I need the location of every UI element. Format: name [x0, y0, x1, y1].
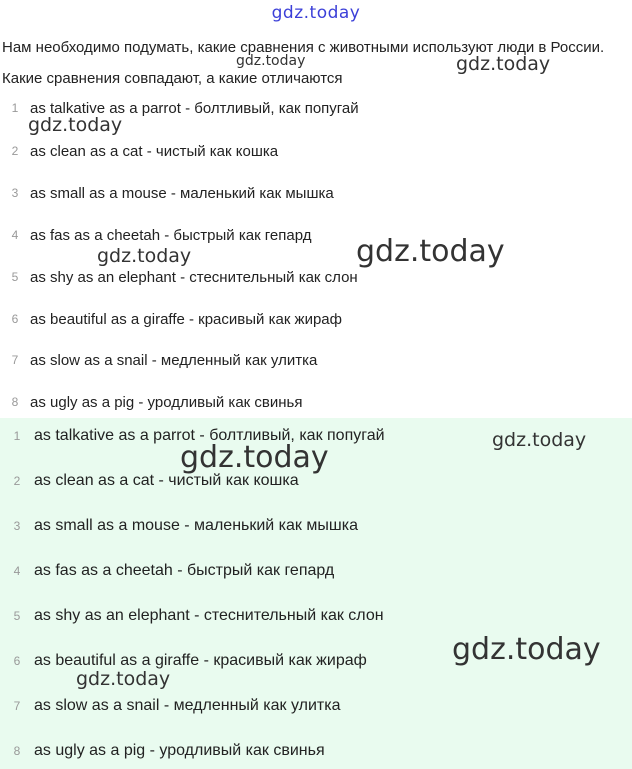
site-logo[interactable]: gdz.today	[271, 3, 361, 23]
list-item	[0, 307, 342, 331]
item-number: 3	[13, 519, 21, 533]
list-item	[0, 739, 325, 763]
item-number: 3	[11, 186, 19, 200]
item-number: 4	[13, 564, 21, 578]
item-text: as clean as a cat - чистый как кошка	[34, 472, 299, 489]
item-number: 7	[13, 699, 21, 713]
list-item	[0, 604, 384, 628]
item-number: 5	[13, 609, 21, 623]
watermark: gdz.today	[456, 53, 551, 75]
watermark: gdz.today	[97, 245, 192, 267]
list-item	[0, 694, 340, 718]
watermark: gdz.today	[452, 632, 601, 667]
watermark: gdz.today	[76, 668, 171, 690]
list-item	[0, 649, 367, 673]
item-text: as fas as a cheetah - быстрый как гепард	[34, 562, 335, 579]
item-text: as shy as an elephant - стеснительный как слон	[34, 607, 384, 624]
list-item	[0, 559, 334, 583]
watermark: gdz.today	[28, 114, 123, 136]
item-text: as talkative as a parrot - болтливый, как попугай	[30, 99, 359, 117]
item-text: as slow as a snail - медленный как улитка	[34, 697, 341, 714]
item-number: 1	[13, 429, 21, 443]
item-number: 1	[11, 101, 19, 115]
item-text: as beautiful as a giraffe - красивый как жираф	[34, 652, 367, 669]
item-text: as clean as a cat - чистый как кошка	[30, 142, 279, 160]
item-text: as fas as a cheetah - быстрый как гепард	[30, 226, 312, 244]
item-text: as slow as a snail - медленный как улитка	[30, 351, 318, 369]
watermark: gdz.today	[180, 440, 329, 475]
item-text: as ugly as a pig - уродливый как свинья	[30, 393, 303, 411]
item-number: 6	[13, 654, 21, 668]
item-text: as talkative as a parrot - болтливый, как попугай	[34, 427, 385, 444]
item-text: as small as a mouse - маленький как мышка	[34, 517, 358, 534]
item-text: as beautiful as a giraffe - красивый как жираф	[30, 310, 342, 328]
item-number: 7	[11, 353, 19, 367]
item-number: 8	[11, 395, 19, 409]
list-item	[0, 265, 358, 289]
item-number: 2	[11, 144, 19, 158]
list-item	[0, 390, 302, 414]
watermark: gdz.today	[236, 53, 306, 69]
item-text: as small as a mouse - маленький как мышка	[30, 184, 334, 202]
item-number: 8	[13, 744, 21, 758]
list-item	[0, 223, 312, 247]
item-number: 6	[11, 312, 19, 326]
task-intro: Нам необходимо подумать, какие сравнения с животными используют люди в России. Какие сравнения совпадают, а какие отличаются	[2, 39, 605, 87]
item-number: 2	[13, 474, 21, 488]
item-text: as shy as an elephant - стеснительный как слон	[30, 268, 358, 286]
item-text: as ugly as a pig - уродливый как свинья	[34, 742, 325, 759]
list-item	[0, 181, 334, 205]
watermark: gdz.today	[356, 234, 505, 269]
list-item	[0, 139, 278, 163]
item-number: 5	[11, 270, 19, 284]
list-item	[0, 348, 317, 372]
watermark: gdz.today	[492, 429, 587, 451]
list-item	[0, 514, 358, 538]
item-number: 4	[11, 228, 19, 242]
